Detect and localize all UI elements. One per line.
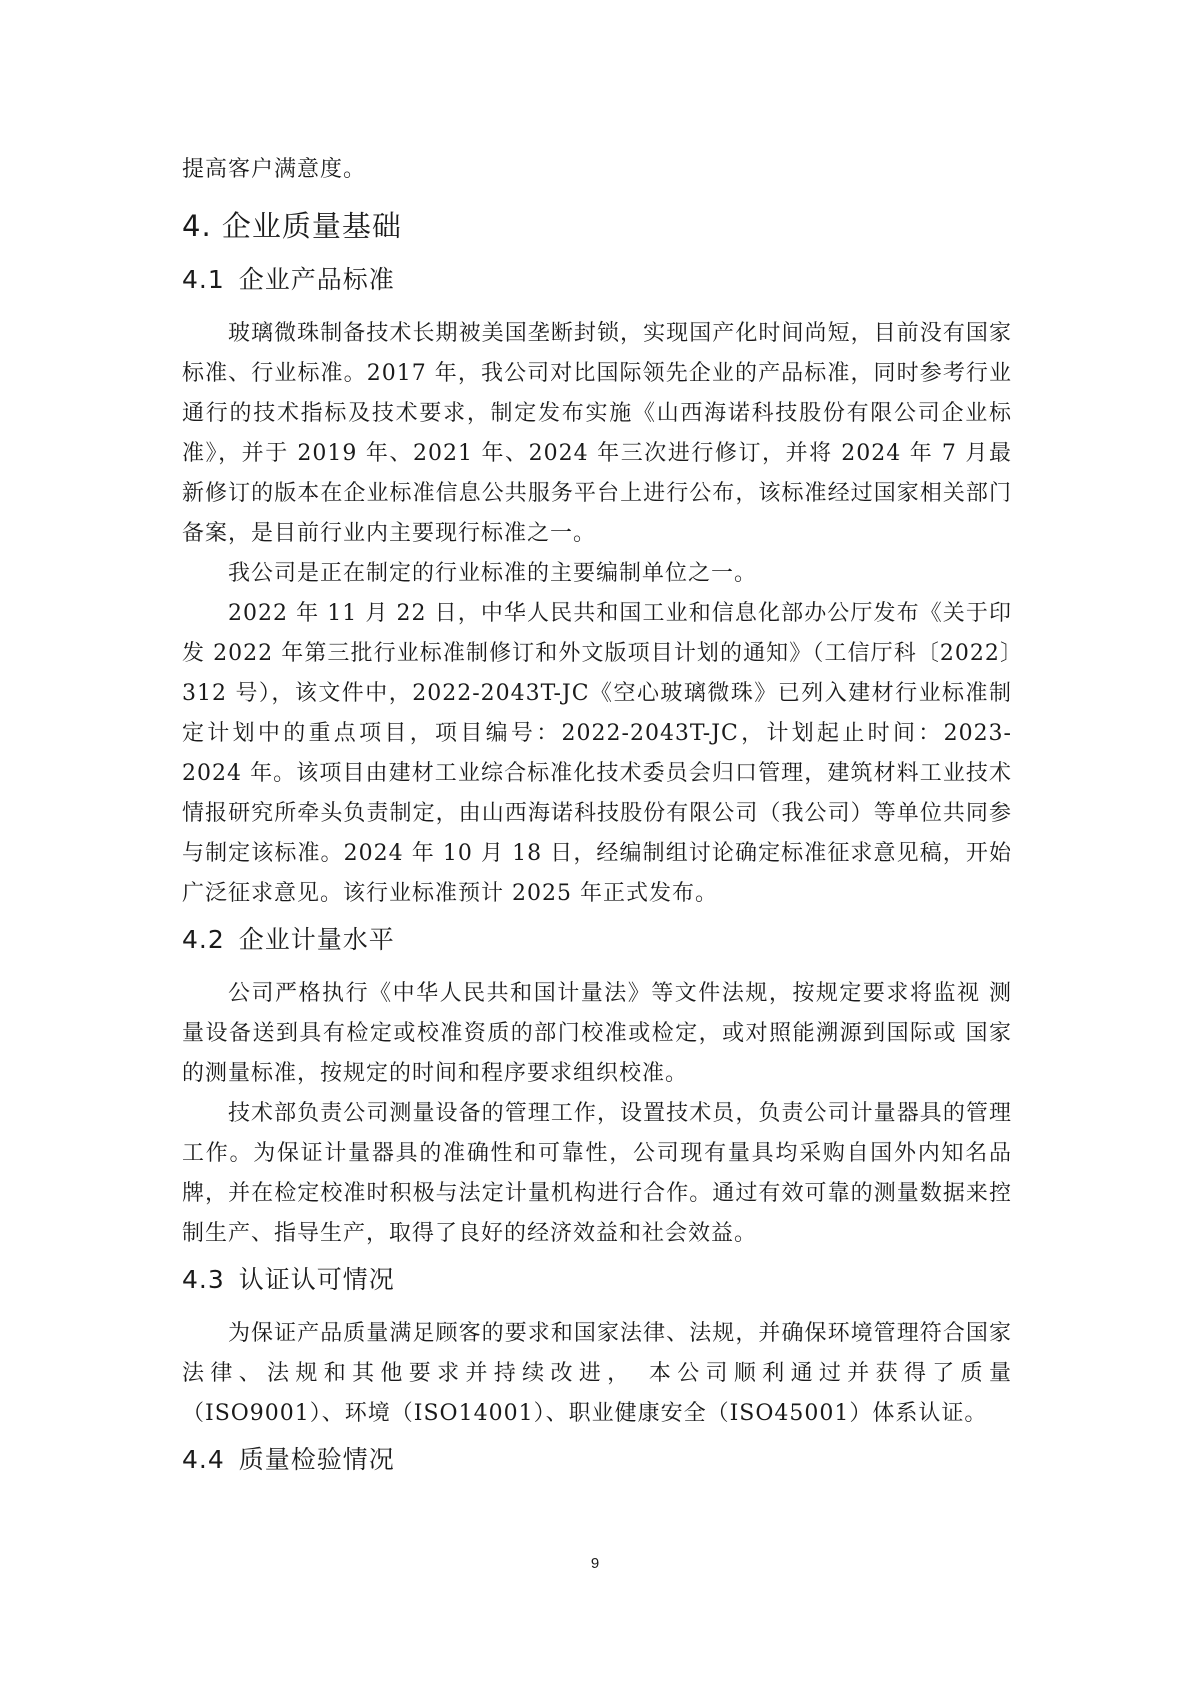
subsection-heading (182, 1260, 1012, 1300)
intro-tail-paragraph: 提高客户满意度。 (182, 157, 367, 182)
subsection-heading (182, 1440, 1012, 1480)
subsection-4-3 (182, 1260, 1012, 1434)
subsection-title: 企业计量水平 (238, 925, 395, 954)
page-number: 9 (590, 1555, 600, 1572)
paragraph: 2022 年 11 月 22 日，中华人民共和国工业和信息化部办公厅发布《关于印发 2022 年第三批行业标准制修订和外文版项目计划的通知》（工信厅科〔2022〕312 号），该文件中，2022-2043T-JC《空心玻璃微珠》已列入建材行业标准制定计划中的重点项目，项目编号：2022-2043T-JC，计划起止时间：2023-2024 年。该项目由建材工业综合标准化技术委员会归口管理，建筑材料工业技术情报研究所牵头负责制定，由山西海诺科技股份有限公司（我公司）等单位共同参与制定该标准。2024 年 10 月 18 日，经编制组讨论确定标准征求意见稿，开始广泛征求意见。该行业标准预计 2025 年正式发布。 (182, 601, 1012, 906)
paragraph: 玻璃微珠制备技术长期被美国垄断封锁，实现国产化时间尚短，目前没有国家标准、行业标准。2017 年，我公司对比国际领先企业的产品标准，同时参考行业通行的技术指标及技术要求，制定发布实施《山西海诺科技股份有限公司企业标准》，并于 2019 年、2021 年、2024 年三次进行修订，并将 2024 年 7 月最新修订的版本在企业标准信息公共服务平台上进行公布，该标准经过国家相关部门备案，是目前行业内主要现行标准之一。 (182, 321, 1012, 546)
subsection-title: 质量检验情况 (238, 1445, 395, 1474)
subsection-4-2 (182, 920, 1012, 1254)
subsection-4-4 (182, 1440, 1012, 1480)
subsection-number: 4.1 (182, 265, 225, 294)
paragraph: 技术部负责公司测量设备的管理工作，设置技术员，负责公司计量器具的管理工作。为保证计量器具的准确性和可靠性，公司现有量具均采购自国外内知名品牌，并在检定校准时积极与法定计量机构进行合作。通过有效可靠的测量数据来控制生产、指导生产，取得了良好的经济效益和社会效益。 (182, 1101, 1012, 1246)
paragraph: 为保证产品质量满足顾客的要求和国家法律、法规，并确保环境管理符合国家法律、法规和其他要求并持续改进， 本公司顺利通过并获得了质量（ISO9001）、环境（ISO14001）、职业健康安全（ISO45001）体系认证。 (182, 1321, 1012, 1426)
paragraph: 我公司是正在制定的行业标准的主要编制单位之一。 (228, 561, 758, 586)
section-heading: 4. 企业质量基础 (182, 209, 402, 243)
subsection-number: 4.2 (182, 925, 225, 954)
subsection-title: 认证认可情况 (238, 1265, 395, 1294)
subsection-number: 4.3 (182, 1265, 225, 1294)
subsection-title: 企业产品标准 (238, 265, 395, 294)
paragraph: 公司严格执行《中华人民共和国计量法》等文件法规，按规定要求将监视 测量设备送到具有检定或校准资质的部门校准或检定，或对照能溯源到国际或 国家的测量标准，按规定的时间和程序要求组织校准。 (182, 981, 1012, 1086)
subsection-heading (182, 260, 1012, 300)
subsection-heading (182, 920, 1012, 960)
subsection-4-1 (182, 260, 1012, 914)
subsection-number: 4.4 (182, 1445, 225, 1474)
page-content (182, 150, 1012, 1494)
